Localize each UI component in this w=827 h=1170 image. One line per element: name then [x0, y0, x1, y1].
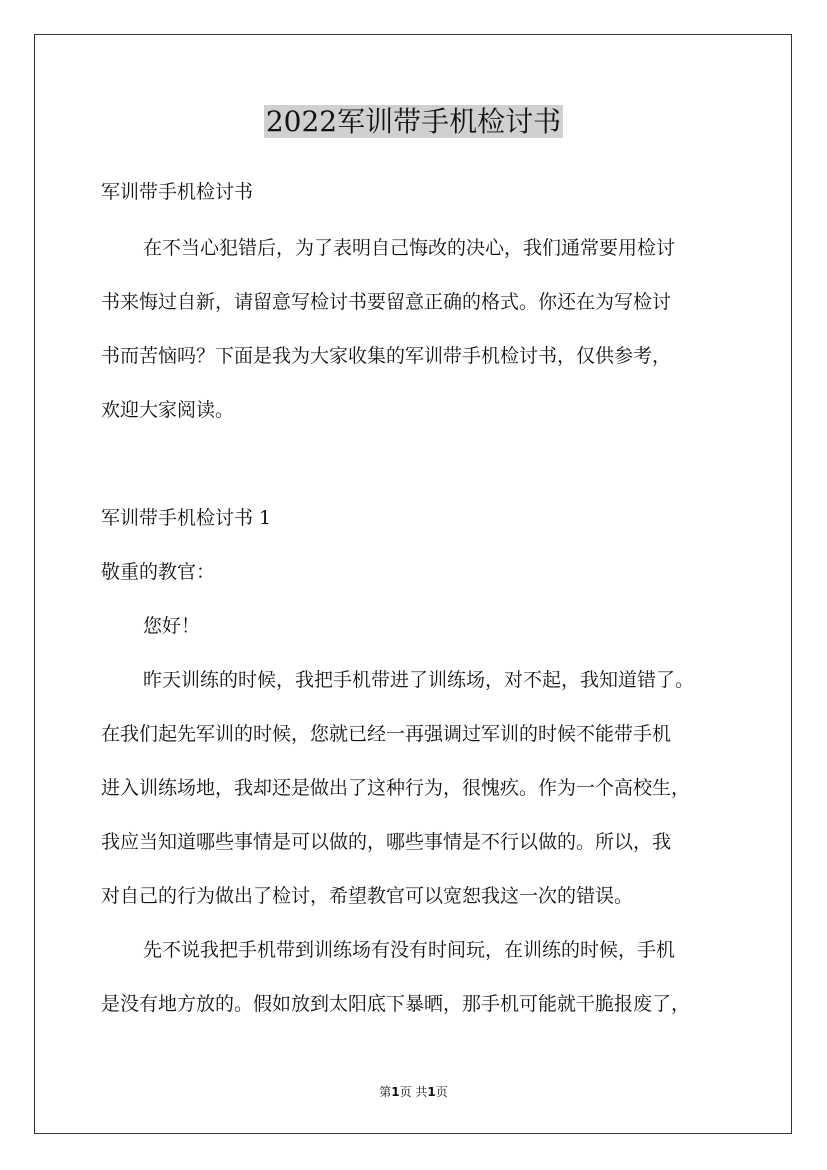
- page-suffix: 页: [435, 1085, 448, 1099]
- page-current: 1: [391, 1085, 400, 1099]
- paragraph-line: 昨天训练的时候，我把手机带进了训练场，对不起，我知道错了。: [143, 669, 695, 691]
- paragraph-line: 欢迎大家阅读。: [101, 399, 235, 421]
- paragraph-line: 先不说我把手机带到训练场有没有时间玩，在训练的时候，手机: [143, 939, 676, 961]
- page-mid: 页 共: [399, 1085, 428, 1099]
- section-heading: 军训带手机检讨书 1: [101, 507, 272, 529]
- paragraph-line: 对自己的行为做出了检讨，希望教官可以宽恕我这一次的错误。: [101, 885, 634, 907]
- paragraph-line: 我应当知道哪些事情是可以做的，哪些事情是不行以做的。所以，我: [101, 831, 672, 853]
- page-number: [0, 1083, 827, 1101]
- page-total: 1: [427, 1085, 436, 1099]
- section-heading: 军训带手机检讨书: [101, 181, 254, 203]
- salutation: 敬重的教官：: [101, 561, 216, 583]
- paragraph-line: 书而苦恼吗？下面是我为大家收集的军训带手机检讨书，仅供参考，: [101, 345, 672, 367]
- page-prefix: 第: [379, 1085, 392, 1099]
- paragraph-line: 进入训练场地，我却还是做出了这种行为，很愧疚。作为一个高校生，: [101, 777, 691, 799]
- greeting: 您好！: [143, 615, 201, 637]
- paragraph-line: 在我们起先军训的时候，您就已经一再强调过军训的时候不能带手机: [101, 723, 672, 745]
- paragraph-line: 在不当心犯错后，为了表明自己悔改的决心，我们通常要用检讨: [143, 237, 676, 259]
- paragraph-line: 是没有地方放的。假如放到太阳底下暴晒，那手机可能就干脆报废了，: [101, 993, 691, 1015]
- document-title: 2022军训带手机检讨书: [265, 105, 562, 138]
- paragraph-line: 书来悔过自新，请留意写检讨书要留意正确的格式。你还在为写检讨: [101, 291, 672, 313]
